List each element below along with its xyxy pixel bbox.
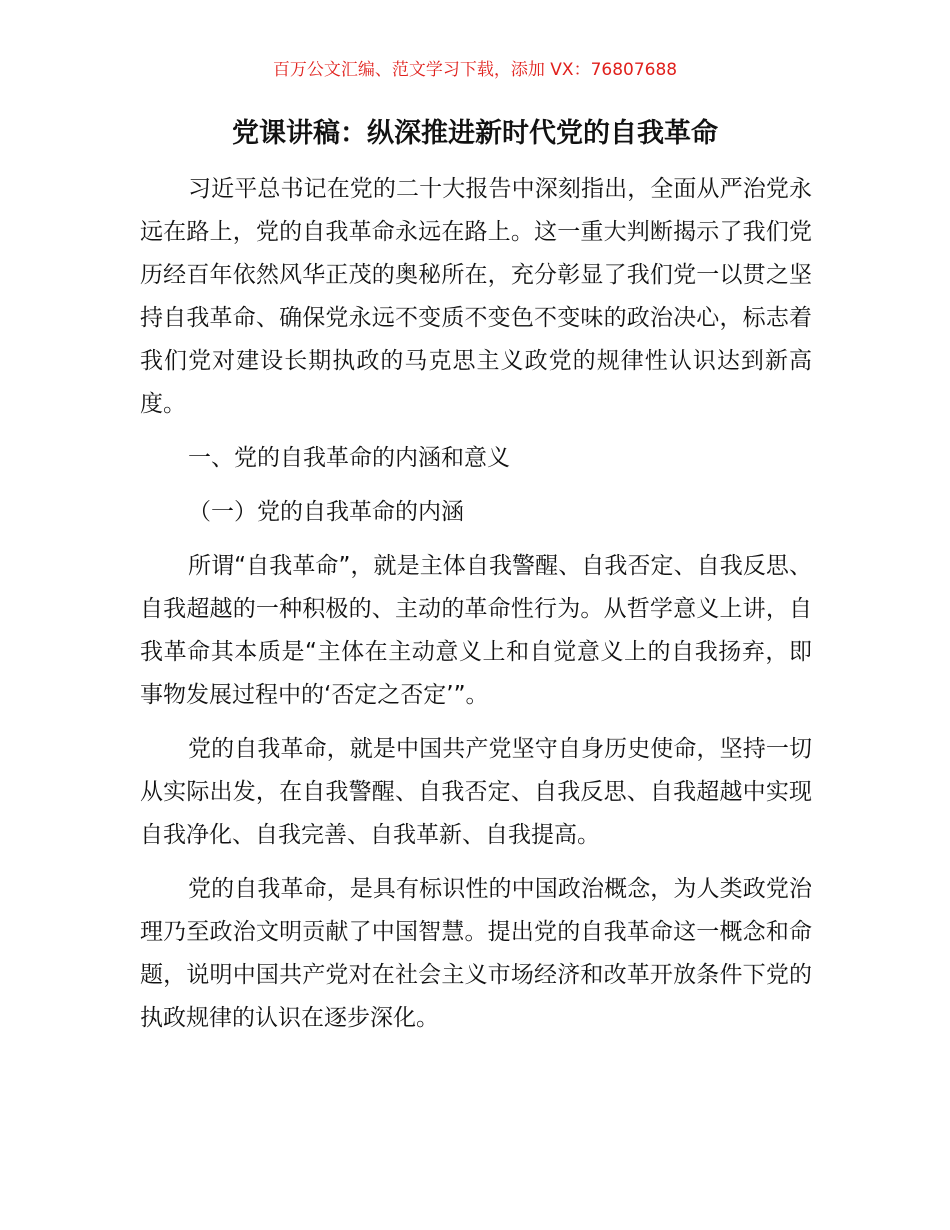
intro-paragraph: 习近平总书记在党的二十大报告中深刻指出，全面从严治党永远在路上，党的自我革命永远在路上。这一重大判断揭示了我们党历经百年依然风华正茂的奥秘所在，充分彰显了我们党一以贯之坚持自我革命、确保党永远不变质不变色不变味的政治决心，标志着我们党对建设长期执政的马克思主义政党的规律性认识达到新高度。: [140, 176, 812, 417]
paragraph-party-revolution: 党的自我革命，就是中国共产党坚守自身历史使命，坚持一切从实际出发，在自我警醒、自我否定、自我反思、自我超越中实现自我净化、自我完善、自我革新、自我提高。: [140, 736, 812, 848]
section-heading-1: 一、党的自我革命的内涵和意义: [188, 445, 510, 471]
subsection-heading-1: （一）党的自我革命的内涵: [188, 499, 464, 525]
document-body: [140, 168, 812, 1040]
paragraph-political-concept: 党的自我革命，是具有标识性的中国政治概念，为人类政党治理乃至政治文明贡献了中国智慧。提出党的自我革命这一概念和命题，说明中国共产党对在社会主义市场经济和改革开放条件下党的执政规律的认识在逐步深化。: [140, 876, 812, 1031]
promo-header-note: 百万公文汇编、范文学习下载，添加 VX：76807688: [272, 60, 678, 80]
document-title: 党课讲稿：纵深推进新时代党的自我革命: [232, 118, 718, 149]
paragraph-definition: 所谓“自我革命”，就是主体自我警醒、自我否定、自我反思、自我超越的一种积极的、主动的革命性行为。从哲学意义上讲，自我革命其本质是“主体在主动意义上和自觉意义上的自我扬弃，即事物发展过程中的‘否定之否定’”。: [140, 553, 812, 708]
